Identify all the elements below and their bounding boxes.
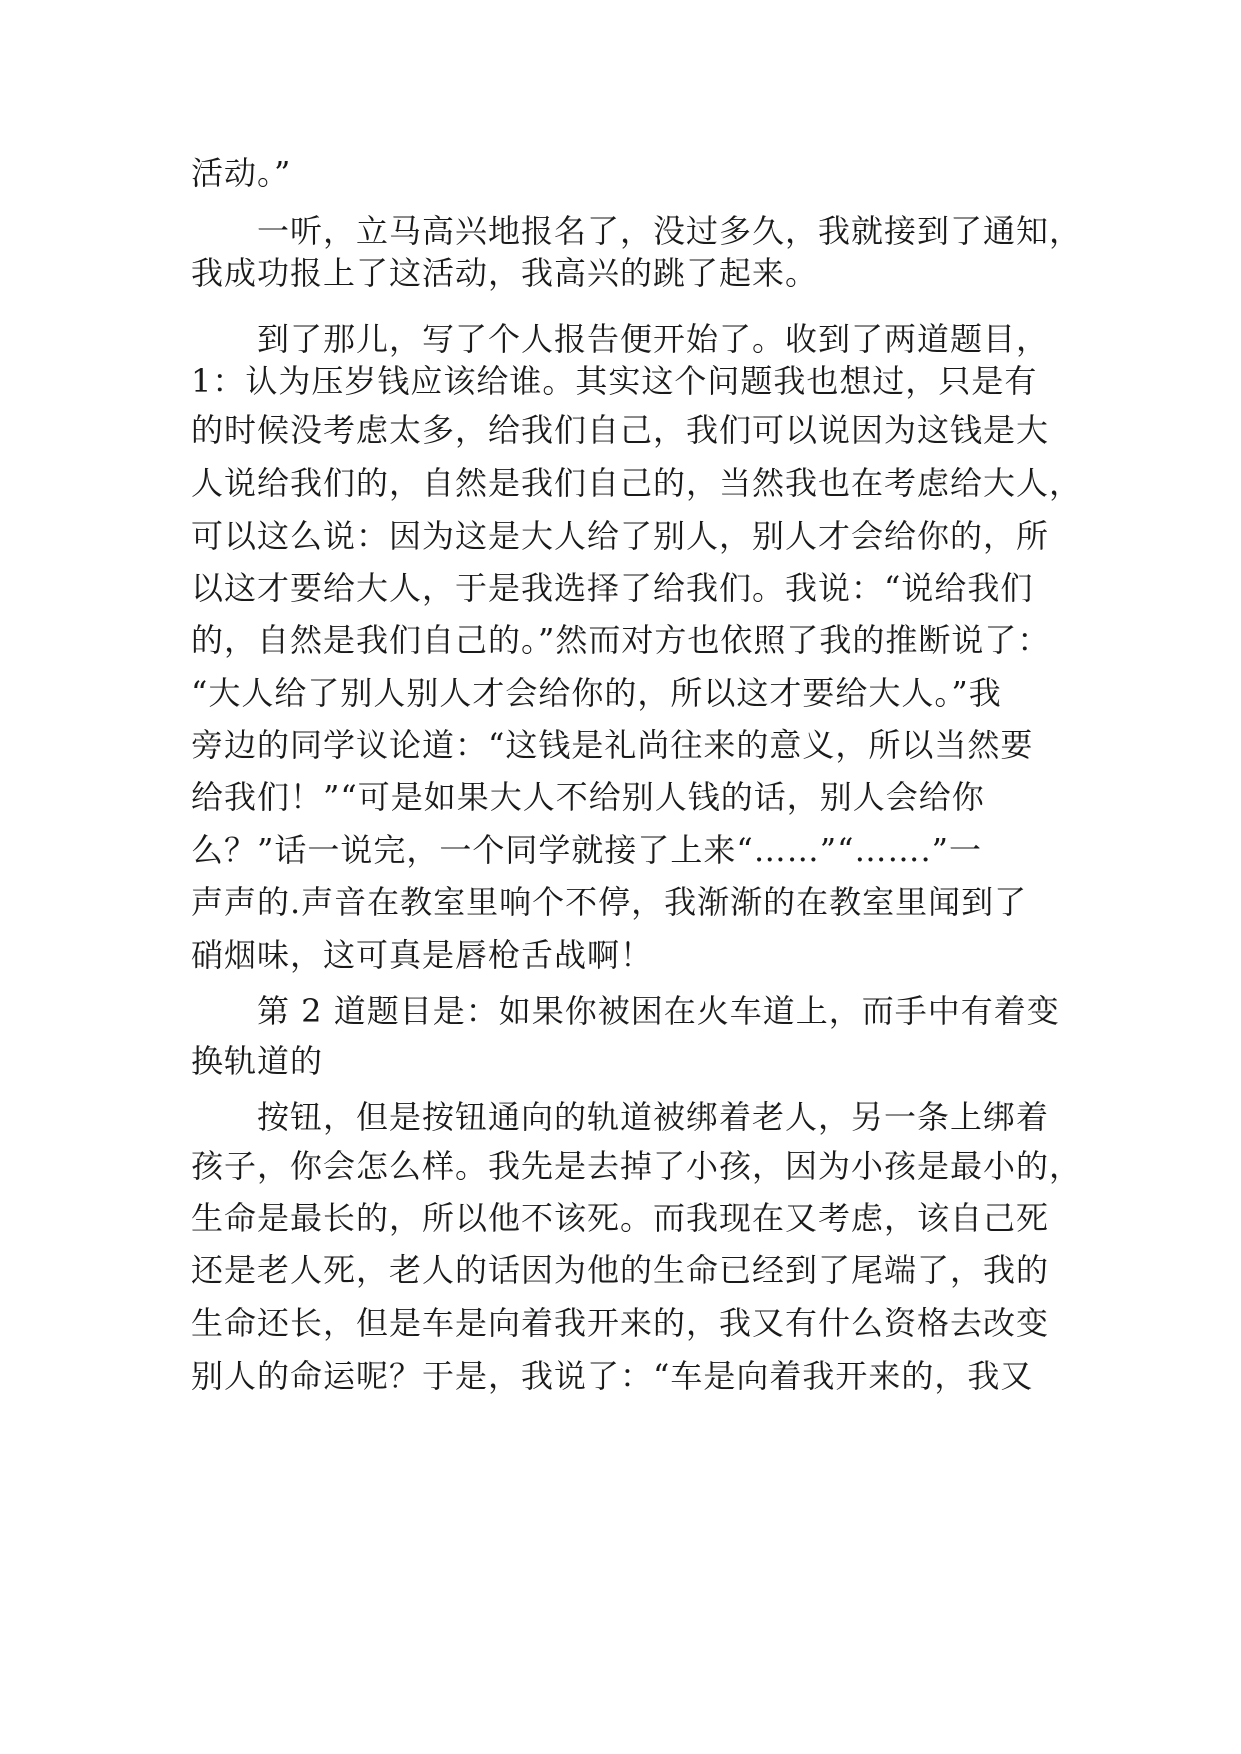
text-line: 的时候没考虑太多，给我们自己，我们可以说因为这钱是大: [191, 411, 1050, 449]
text-line: 生命是最长的，所以他不该死。而我现在又考虑，该自己死: [191, 1199, 1050, 1237]
paragraph-start-line: 第 2 道题目是：如果你被困在火车道上，而手中有着变: [257, 992, 1060, 1030]
text-line: 声声的.声音在教室里响个不停，我渐渐的在教室里闻到了: [191, 883, 1028, 921]
text-line: 换轨道的: [191, 1042, 324, 1080]
text-line: 硝烟味，这可真是唇枪舌战啊！: [191, 936, 654, 974]
text-line: 可以这么说：因为这是大人给了别人，别人才会给你的，所: [191, 517, 1050, 555]
paragraph-start-line: 到了那儿，写了个人报告便开始了。收到了两道题目，: [257, 320, 1050, 358]
paragraph-start-line: 按钮，但是按钮通向的轨道被绑着老人，另一条上绑着: [257, 1098, 1050, 1136]
text-line: 活动。”: [191, 154, 292, 192]
text-line: 以这才要给大人，于是我选择了给我们。我说：“说给我们: [191, 569, 1034, 607]
text-line: 人说给我们的，自然是我们自己的，当然我也在考虑给大人，: [191, 464, 1083, 502]
text-line: 孩子，你会怎么样。我先是去掉了小孩，因为小孩是最小的，: [191, 1147, 1083, 1185]
text-line: 旁边的同学议论道：“这钱是礼尚往来的意义，所以当然要: [191, 726, 1034, 764]
text-line: 我成功报上了这活动，我高兴的跳了起来。: [191, 254, 819, 292]
text-line: “大人给了别人别人才会给你的，所以这才要给大人。”我: [191, 674, 1002, 712]
text-line: 给我们！”“可是如果大人不给别人钱的话，别人会给你: [191, 778, 985, 816]
text-line: 么？”话一说完，一个同学就接了上来“……”“…….”一: [191, 831, 982, 869]
text-line: 的，自然是我们自己的。”然而对方也依照了我的推断说了：: [191, 621, 1051, 659]
text-line: 还是老人死，老人的话因为他的生命已经到了尾端了，我的: [191, 1251, 1050, 1289]
paragraph-start-line: 一听，立马高兴地报名了，没过多久，我就接到了通知，: [257, 212, 1083, 250]
text-line: 1：认为压岁钱应该给谁。其实这个问题我也想过，只是有: [191, 362, 1038, 400]
text-line: 别人的命运呢？于是，我说了：“车是向着我开来的，我又: [191, 1357, 1034, 1395]
text-line: 生命还长，但是车是向着我开来的，我又有什么资格去改变: [191, 1304, 1050, 1342]
